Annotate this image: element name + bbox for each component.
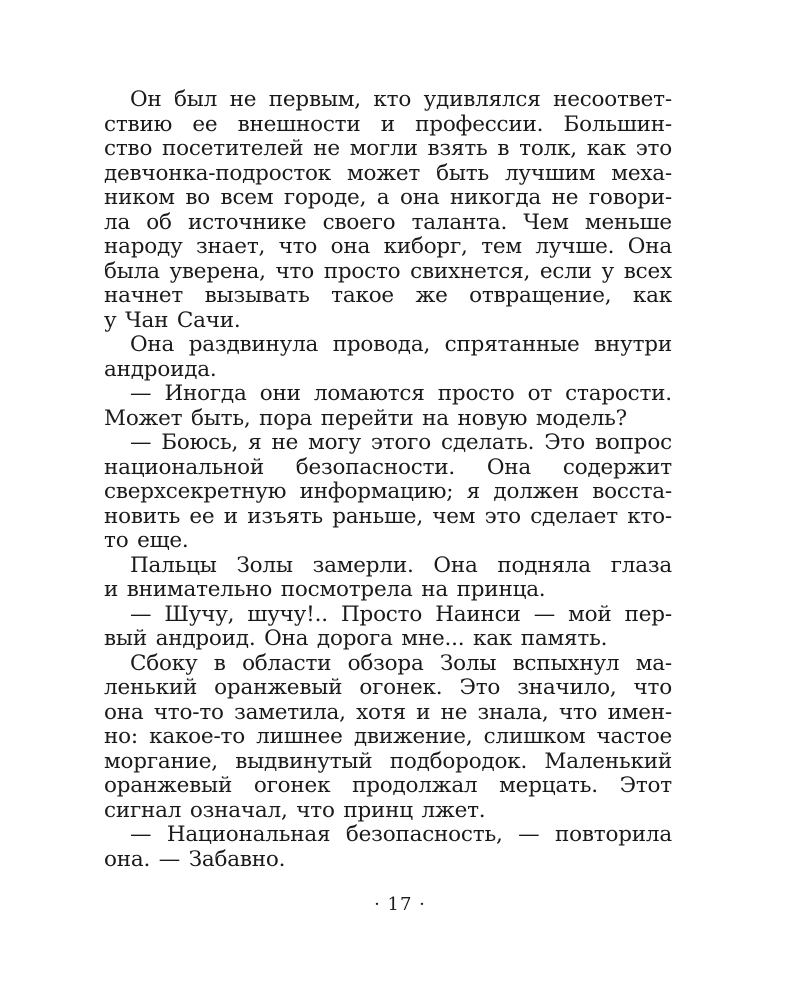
text-line: и внимательно посмотрела на принца.: [104, 577, 546, 602]
text-line: — Национальная безопасность, — повторила: [130, 822, 672, 847]
page-body-text: [104, 88, 672, 872]
text-line: народу знает, что она киборг, тем лучше. Она: [104, 234, 672, 259]
text-line: начнет вызывать такое же отвращение, как: [104, 283, 672, 308]
text-line: Он был не первым, кто удивлялся несоответ-: [130, 87, 672, 112]
text-line: вый андроид. Она дорога мне... как память.: [104, 626, 608, 651]
text-line: — Иногда они ломаются просто от старости.: [130, 381, 672, 406]
text-line: Может быть, пора перейти на новую модель?: [104, 405, 628, 431]
text-line: она что-то заметила, хотя и не знала, что имен-: [104, 699, 672, 725]
text-line: Пальцы Золы замерли. Она подняла глаза: [130, 552, 672, 578]
text-line: сигнал означал, что принц лжет.: [104, 797, 486, 823]
text-line: новить ее и изъять раньше, чем это сделает кто-: [104, 503, 672, 529]
text-line: она. — Забавно.: [104, 846, 286, 872]
page-number: · 17 ·: [374, 894, 426, 915]
text-line: девчонка-подросток может быть лучшим меха-: [104, 160, 672, 186]
text-line: оранжевый огонек продолжал мерцать. Этот: [104, 773, 672, 798]
text-line: моргание, выдвинутый подбородок. Маленький: [104, 748, 672, 774]
text-line: ство посетителей не могли взять в толк, как это: [104, 136, 672, 161]
text-line: ленький оранжевый огонек. Это значило, что: [104, 675, 672, 700]
text-line: национальной безопасности. Она содержит: [104, 454, 672, 480]
text-line: ствию ее внешности и профессии. Большин-: [104, 111, 672, 137]
text-line: андроида.: [104, 356, 217, 382]
text-line: — Шучу, шучу!.. Просто Наинси — мой пер-: [130, 601, 672, 627]
text-line: то еще.: [104, 528, 189, 553]
text-line: но: какое-то лишнее движение, слишком частое: [104, 724, 672, 749]
text-line: — Боюсь, я не могу этого сделать. Это вопрос: [130, 430, 672, 455]
text-line: сверхсекретную информацию; я должен восста-: [104, 479, 672, 504]
text-line: была уверена, что просто свихнется, если у всех: [104, 258, 672, 284]
text-line: у Чан Сачи.: [104, 307, 241, 333]
text-line: Она раздвинула провода, спрятанные внутри: [130, 332, 672, 357]
text-line: ником во всем городе, а она никогда не говори-: [104, 185, 672, 210]
text-line: Сбоку в области обзора Золы вспыхнул ма-: [130, 650, 672, 676]
text-line: ла об источнике своего таланта. Чем меньше: [104, 209, 672, 235]
